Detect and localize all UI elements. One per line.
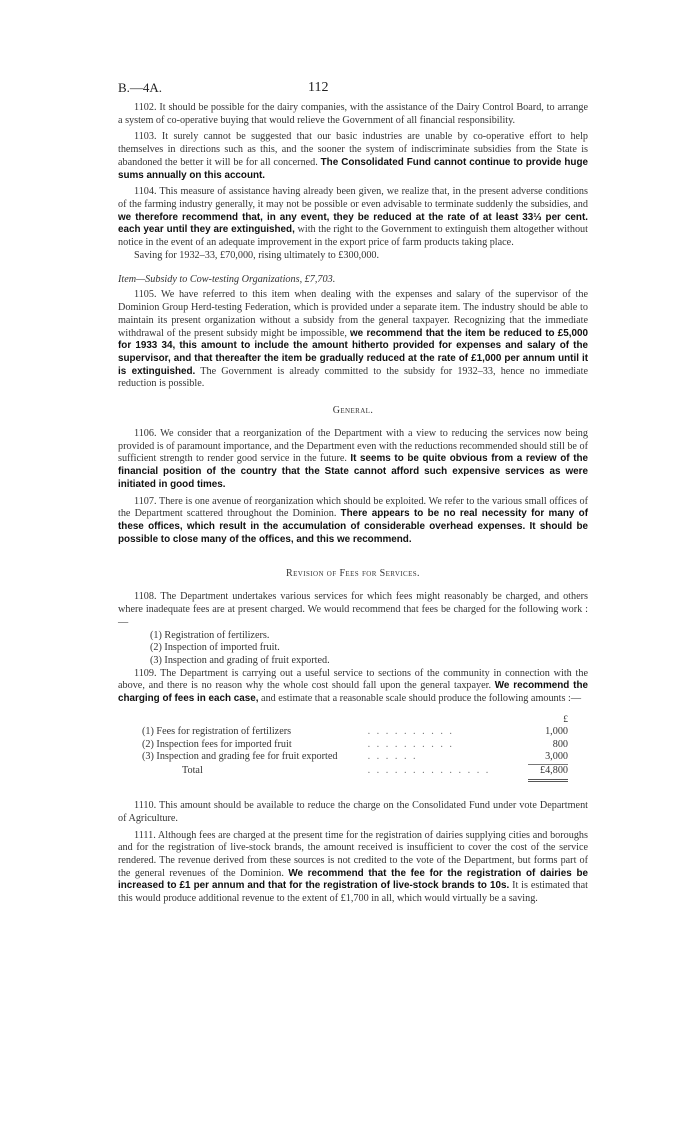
- page-number: 112: [308, 80, 329, 95]
- paragraph-1107: [118, 496, 588, 547]
- paragraph-1104-text-a: 1104. This measure of assistance having already been given, we realize that, in the present adverse conditions of the farming industry generally, it may not be possible or even advisable to terminate suddenly the subsidies, and: [118, 186, 588, 210]
- saving-line: Saving for 1932–33, £70,000, rising ultimately to £300,000.: [134, 249, 380, 261]
- paragraph-1106-text: 1106. We consider that a reorganization of the Department with a view to reducing the services now being provided is of paramount importance, and the Department even with the reductions recommended should still be of sufficient strength to render good service in the future.: [118, 428, 588, 465]
- paragraph-1104: [118, 186, 588, 250]
- paragraph-1106-bold: It seems to be quite obvious from a review of the financial position of the country that the State cannot afford such expensive services as were initiated in good times.: [118, 453, 589, 490]
- paragraph-1104-text-c: with the right to the Government to extinguish them altogether without notice in the event of an adequate improvement in the export price of farm products taking place.: [118, 224, 588, 249]
- fee-amount: 800: [552, 738, 568, 750]
- fee-label: (1) Fees for registration of fertilizers: [142, 726, 292, 738]
- paragraph-1103-text: 1103. It surely cannot be suggested that our basic industries are unable by co-operative effort to help themselves in directions such as this, and the sooner the system of indiscriminate subsidies from the State is abandoned the better it will be for all concerned.: [118, 131, 588, 168]
- leader-dots: . . . . . . . . . . . . . .: [367, 764, 491, 776]
- paragraph-1103-bold: The Consolidated Fund cannot continue to provide huge sums annually on this account.: [118, 156, 588, 181]
- paragraph-1106: [118, 428, 588, 492]
- paragraph-1102: 1102. It should be possible for the dairy companies, with the assistance of the Dairy Control Board, to arrange a system of co-operative buying that would relieve the Government of all financial responsibility.: [118, 102, 588, 126]
- paragraph-1105: [118, 289, 588, 391]
- list-item: (1) Registration of fertilizers.: [150, 629, 270, 641]
- paragraph-1109-text-a: 1109. The Department is carrying out a useful service to sections of the community in connection with the above, and there is no reason why the whole cost should fall upon the general taxpayer.: [118, 667, 588, 692]
- paragraph-1104-bold: we therefore recommend that, in any event, they be reduced at the rate of at least 33⅓ per cent. each year until they are extinguished,: [118, 211, 588, 236]
- table-row: [128, 751, 568, 764]
- paragraph-1111-text-a: 1111. Although fees are charged at the present time for the registration of dairies supplying cities and boroughs and for the registration of live-stock brands, the amount received is insufficient to cover the cost of the service rendered. The revenue derived from these sources is not credited to the vote of the Department, but forms part of the general revenues of the Dominion.: [118, 829, 588, 879]
- leader-dots: . . . . . .: [367, 751, 418, 763]
- paragraph-1108: 1108. The Department undertakes various services for which fees might reasonably be charged, and others where inadequate fees are at present charged. We would recommend that fees be charged for the following work :—: [118, 591, 588, 628]
- paragraph-1107-text: 1107. There is one avenue of reorganization which should be exploited. We refer to the various small offices of the Department scattered throughout the Dominion.: [118, 495, 588, 520]
- paragraph-1103: [118, 131, 588, 182]
- table-row: [128, 739, 568, 752]
- table-row: [128, 726, 568, 739]
- fee-amount: 1,000: [545, 726, 568, 738]
- document-reference: B.—4A.: [118, 80, 163, 95]
- fee-label: (3) Inspection and grading fee for fruit exported: [142, 751, 338, 763]
- fee-amount: 3,000: [545, 751, 568, 763]
- fees-heading: Revision of Fees for Services.: [286, 568, 420, 580]
- list-item: (3) Inspection and grading of fruit exported.: [150, 654, 330, 666]
- paragraph-1105-bold: we recommend that the item be reduced to £5,000 for 1933 34, this amount to include the amount hitherto provided for expenses and salary of the supervisor, and that thereafter the item be gradually reduced at the rate of £1,000 per annum until it is extinguished.: [118, 327, 588, 377]
- fees-work-list: [118, 630, 588, 668]
- page-header: [118, 80, 588, 102]
- paragraph-1111-bold: We recommend that the fee for the registration of dairies be increased to £1 per annum and that for the registration of live-stock brands to 10s.: [118, 867, 588, 892]
- fee-label: (2) Inspection fees for imported fruit: [142, 738, 292, 750]
- leader-dots: . . . . . . . . . .: [367, 738, 454, 750]
- paragraph-1111-text-c: It is estimated that this would produce additional revenue to the extent of £1,700 in all, which would virtually be a saving.: [118, 880, 589, 905]
- leader-dots: . . . . . . . . . .: [367, 726, 454, 738]
- paragraph-1109-bold: We recommend the charging of fees in each case,: [118, 680, 588, 705]
- paragraph-1111: [118, 830, 588, 906]
- currency-header: £: [563, 714, 568, 725]
- paragraph-1109: [118, 668, 588, 706]
- paragraph-1105-text-a: 1105. We have referred to this item when dealing with the expenses and salary of the supervisor of the Dominion Group Herd-testing Federation, which is provided under a separate item. The industry should be able to maintain its present organization without a subsidy from the general taxpayer. Recognizing that the immediate withdrawal of the present subsidy might be impossible,: [118, 289, 588, 339]
- fees-table: [128, 714, 568, 783]
- total-amount: £4,800: [539, 764, 568, 776]
- paragraph-1107-bold: There appears to be no real necessity for many of these offices, which result in the accumulation of considerable overhead expenses. It should be possible to close many of the offices, and this we recommend.: [118, 508, 588, 545]
- paragraph-1105-text-c: The Government is already committed to the subsidy for 1932–33, hence no immediate reduction is possible.: [118, 365, 588, 390]
- item-heading: Item—Subsidy to Cow-testing Organizations, £7,703.: [118, 274, 336, 286]
- total-label: Total: [182, 764, 203, 776]
- total-row: [128, 765, 568, 778]
- general-heading: General.: [332, 405, 374, 417]
- list-item: (2) Inspection of imported fruit.: [150, 642, 280, 654]
- paragraph-1109-text-c: and estimate that a reasonable scale should produce the following amounts :—: [258, 693, 582, 705]
- paragraph-1110: 1110. This amount should be available to reduce the charge on the Consolidated Fund under vote Department of Agriculture.: [118, 800, 588, 824]
- document-page: [118, 80, 588, 906]
